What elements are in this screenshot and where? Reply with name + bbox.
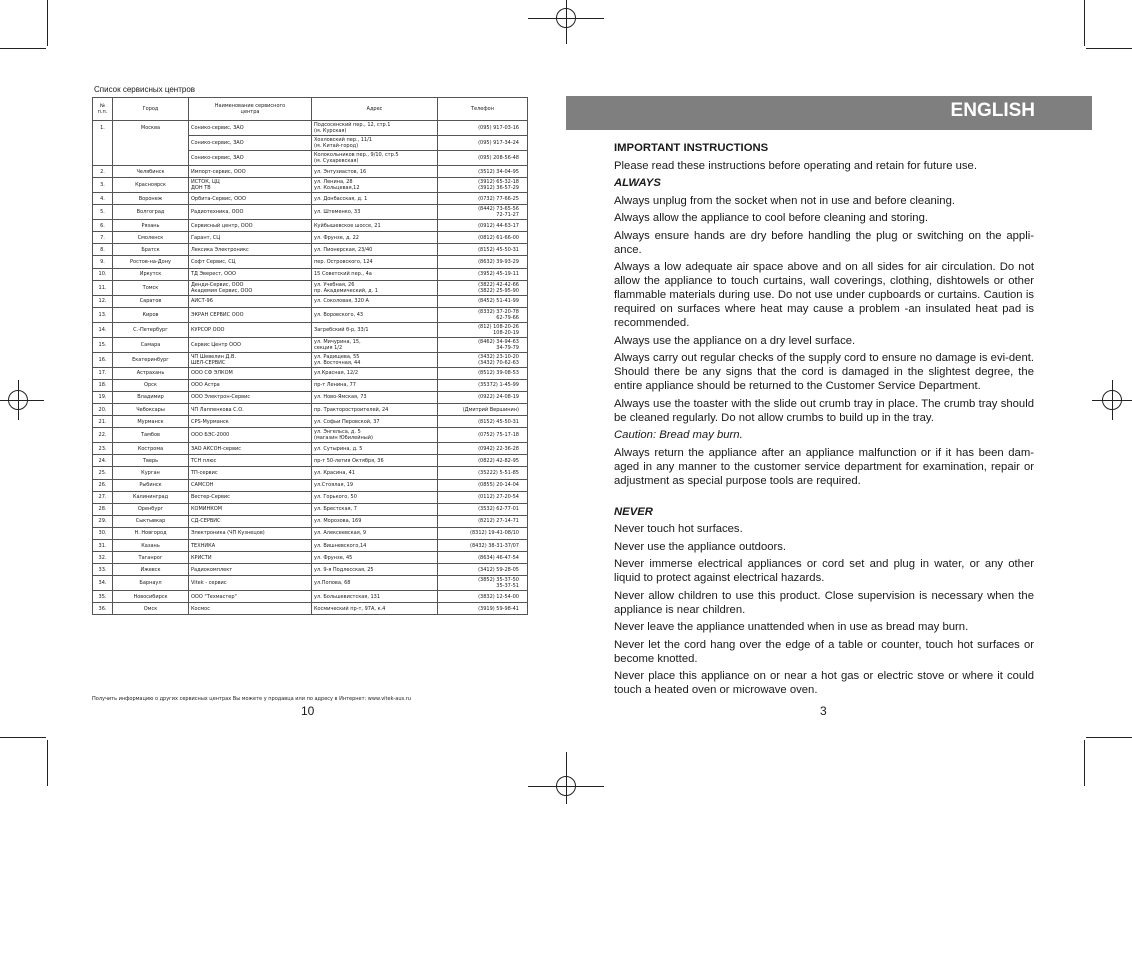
- table-row: [93, 428, 528, 443]
- cell-city: Астрахань: [113, 367, 189, 379]
- cell-number: 15.: [93, 337, 113, 352]
- cell-phone: (8332) 37-20-78 62-79-66: [438, 307, 528, 322]
- cell-city: Казань: [113, 539, 189, 551]
- cell-number: 33.: [93, 564, 113, 576]
- cell-phone: (812) 108-20-26 108-20-19: [438, 322, 528, 337]
- subsection-heading: NEVER: [614, 505, 653, 518]
- cell-city: Екатеринбург: [113, 352, 189, 367]
- table-row: [93, 280, 528, 295]
- crop-mark: [0, 737, 46, 738]
- cell-phone: (3432) 23-10-20 (3432) 70-62-63: [438, 352, 528, 367]
- cell-address: ул. Горького, 50: [312, 491, 438, 503]
- cell-number: 10.: [93, 268, 113, 280]
- table-row: [93, 552, 528, 564]
- cell-city: Таганрог: [113, 552, 189, 564]
- cell-city: Тамбов: [113, 428, 189, 443]
- table-row: [93, 539, 528, 551]
- registration-circle: [1102, 390, 1122, 410]
- cell-center-name: Гарант, СЦ: [189, 232, 312, 244]
- cell-center-name: ЗАО АКСОН-сервис: [189, 443, 312, 455]
- cell-center-name: ООО БЭС-2000: [189, 428, 312, 443]
- cell-city: Н. Новгород: [113, 527, 189, 539]
- table-row: [93, 591, 528, 603]
- cell-city: Иркутск: [113, 268, 189, 280]
- cell-center-name: Сонико-сервис, ЗАО: [189, 136, 312, 151]
- cell-address: ул. 9-я Подлесская, 25: [312, 564, 438, 576]
- header-number: № п.п.: [93, 98, 113, 121]
- cell-address: ул. Вишневского,14: [312, 539, 438, 551]
- table-row: [93, 491, 528, 503]
- cell-number: 20.: [93, 404, 113, 416]
- cell-center-name: ТП-сервис: [189, 467, 312, 479]
- table-row: [93, 322, 528, 337]
- crop-mark: [47, 740, 48, 786]
- cell-address: Хохловский пер., 11/1 (м. Китай-город): [312, 136, 438, 151]
- cell-address: ул. Ново-Ямская, 73: [312, 391, 438, 403]
- table-row: [93, 503, 528, 515]
- cell-phone: (35372) 1-45-99: [438, 379, 528, 391]
- cell-center-name: ТЕХНИКА: [189, 539, 312, 551]
- cell-phone: (0112) 27-20-54: [438, 491, 528, 503]
- cell-city: Смоленск: [113, 232, 189, 244]
- instruction-paragraph: Always return the appliance after an appliance malfunction or if it has been dam-aged in any manner to the customer service department for examination, repair or adjustment as special purpose tools are required.: [614, 446, 1034, 487]
- cell-city: Москва: [113, 121, 189, 166]
- cell-center-name: ООО "Техмастер": [189, 591, 312, 603]
- cell-number: 34.: [93, 576, 113, 591]
- cell-center-name: Софт Сервис, СЦ: [189, 256, 312, 268]
- cell-number: 18.: [93, 379, 113, 391]
- cell-phone: (8512) 39-08-53: [438, 367, 528, 379]
- cell-city: Мурманск: [113, 416, 189, 428]
- cell-number: 5.: [93, 205, 113, 220]
- table-row: [93, 352, 528, 367]
- instruction-paragraph: Caution: Bread may burn.: [614, 429, 743, 441]
- cell-number: 26.: [93, 479, 113, 491]
- cell-city: Калининград: [113, 491, 189, 503]
- cell-center-name: Импорт-сервис, ООО: [189, 166, 312, 178]
- cell-number: 13.: [93, 307, 113, 322]
- cell-phone: (3512) 34-04-95: [438, 166, 528, 178]
- cell-address: ул. Красина, 41: [312, 467, 438, 479]
- crop-mark: [1086, 48, 1132, 49]
- instruction-paragraph: Always allow the appliance to cool before cleaning and storing.: [614, 212, 928, 224]
- cell-number: 25.: [93, 467, 113, 479]
- table-row: [93, 467, 528, 479]
- instruction-paragraph: Please read these instructions before operating and retain for future use.: [614, 159, 977, 172]
- cell-center-name: ЧП Шевелин Д.В. ШЕЛ-СЕРВИС: [189, 352, 312, 367]
- table-row: [93, 232, 528, 244]
- crop-mark: [1084, 0, 1085, 46]
- header-address: Адрес: [312, 98, 438, 121]
- cell-address: ул. Софьи Перовской, 37: [312, 416, 438, 428]
- cell-city: Томск: [113, 280, 189, 295]
- cell-number: 19.: [93, 391, 113, 403]
- cell-address: пр-т Ленина, 77: [312, 379, 438, 391]
- instructions-column: [614, 141, 1034, 701]
- cell-city: Омск: [113, 603, 189, 615]
- cell-center-name: Денди-Сервис, ООО Академия Сервис, ООО: [189, 280, 312, 295]
- cell-number: 29.: [93, 515, 113, 527]
- cell-center-name: ТСН плюс: [189, 455, 312, 467]
- instruction-paragraph: Never immerse electrical appliances or cord set and plug in water, or any other liquid to protect against electrical hazards.: [614, 558, 1034, 584]
- cell-phone: (3952) 45-19-11: [438, 268, 528, 280]
- cell-city: Челябинск: [113, 166, 189, 178]
- cell-number: 11.: [93, 280, 113, 295]
- header-phone: Телефон: [438, 98, 528, 121]
- cell-address: ул. Фрунзе, 45: [312, 552, 438, 564]
- cell-center-name: САМСОН: [189, 479, 312, 491]
- cell-center-name: ЧП Лаппенкова С.О.: [189, 404, 312, 416]
- cell-city: Волгоград: [113, 205, 189, 220]
- cell-address: ул.Красная, 12/2: [312, 367, 438, 379]
- cell-phone: (8152) 45-50-31: [438, 416, 528, 428]
- cell-city: Оренбург: [113, 503, 189, 515]
- language-banner: [566, 96, 1092, 130]
- service-centers-table: [92, 97, 528, 615]
- cell-city: Рязань: [113, 220, 189, 232]
- instruction-paragraph: Never use the appliance outdoors.: [614, 540, 787, 553]
- cell-city: Красноярск: [113, 178, 189, 193]
- cell-city: Курган: [113, 467, 189, 479]
- crop-mark: [1084, 740, 1085, 786]
- cell-address: ул. Учебная, 26 пр. Академический, д. 1: [312, 280, 438, 295]
- header-center-name: Наименование сервисного центра: [189, 98, 312, 121]
- cell-center-name: ТД Эверест, ООО: [189, 268, 312, 280]
- cell-city: Кострома: [113, 443, 189, 455]
- table-row: [93, 367, 528, 379]
- cell-center-name: ИСТОК, ЦЦ ДОН ТВ: [189, 178, 312, 193]
- cell-number: 8.: [93, 244, 113, 256]
- table-row: [93, 178, 528, 193]
- cell-phone: (8152) 45-50-31: [438, 244, 528, 256]
- crop-mark: [1086, 737, 1132, 738]
- cell-phone: (0752) 75-17-18: [438, 428, 528, 443]
- cell-address: ул. Большевистская, 131: [312, 591, 438, 603]
- cell-address: ул. Алексеевская, 9: [312, 527, 438, 539]
- table-row: [93, 193, 528, 205]
- instruction-paragraph: Always unplug from the socket when not in use and before cleaning.: [614, 194, 955, 207]
- cell-address: ул. Радищева, 55 ул. Восточная, 44: [312, 352, 438, 367]
- cell-center-name: КУРСОР ООО: [189, 322, 312, 337]
- cell-city: Владимир: [113, 391, 189, 403]
- cell-address: ул. Фрунзе, д. 22: [312, 232, 438, 244]
- cell-phone: (8462) 34-94-63 34-79-79: [438, 337, 528, 352]
- section-heading: IMPORTANT INSTRUCTIONS: [614, 142, 769, 154]
- cell-phone: (0922) 24-08-19: [438, 391, 528, 403]
- cell-number: 31.: [93, 539, 113, 551]
- cell-number: 7.: [93, 232, 113, 244]
- cell-phone: (3822) 42-42-66 (3822) 25-95-90: [438, 280, 528, 295]
- table-row: [93, 337, 528, 352]
- cell-phone: (0912) 44-63-17: [438, 220, 528, 232]
- cell-number: 17.: [93, 367, 113, 379]
- registration-circle: [8, 390, 28, 410]
- cell-city: Барнаул: [113, 576, 189, 591]
- cell-number: 32.: [93, 552, 113, 564]
- subsection-heading: ALWAYS: [614, 177, 661, 189]
- cell-address: ул. Энтузиастов, 16: [312, 166, 438, 178]
- registration-circle: [556, 8, 576, 28]
- cell-center-name: Сервисный центр, ООО: [189, 220, 312, 232]
- cell-address: Куйбышевское шоссе, 21: [312, 220, 438, 232]
- cell-number: 28.: [93, 503, 113, 515]
- cell-phone: (095) 208-56-48: [438, 151, 528, 166]
- table-row: [93, 268, 528, 280]
- cell-address: Подсосенский пер., 12, стр.1 (м. Курская): [312, 121, 438, 136]
- banner-label: ENGLISH: [950, 100, 1035, 121]
- cell-phone: (0812) 61-66-00: [438, 232, 528, 244]
- header-city: Город: [113, 98, 189, 121]
- instruction-paragraph: Never place this appliance on or near a hot gas or electric stove or where it could touch a heated oven or microwave oven.: [614, 670, 1034, 696]
- cell-number: 4.: [93, 193, 113, 205]
- instruction-paragraph: Always use the toaster with the slide out crumb tray in place. The crumb tray should be cleaned regularly. Do not allow crumbs to build up in the tray.: [614, 397, 1034, 424]
- cell-center-name: Электроника (ЧП Кузнецов): [189, 527, 312, 539]
- cell-center-name: CPS-Мурманск: [189, 416, 312, 428]
- table-row: [93, 479, 528, 491]
- table-row: [93, 256, 528, 268]
- cell-number: 16.: [93, 352, 113, 367]
- table-row: [93, 443, 528, 455]
- cell-phone: (3912) 65-32-18 (3912) 36-57-29: [438, 178, 528, 193]
- cell-city: Ростов-на-Дону: [113, 256, 189, 268]
- cell-city: Воронеж: [113, 193, 189, 205]
- cell-phone: (35222) 5-51-85: [438, 467, 528, 479]
- cell-center-name: Радиокомплект: [189, 564, 312, 576]
- table-row: [93, 455, 528, 467]
- cell-address: пер. Островского, 124: [312, 256, 438, 268]
- cell-address: Космический пр-т, 97А, к.4: [312, 603, 438, 615]
- cell-phone: (0855) 20-14-04: [438, 479, 528, 491]
- cell-phone: (3412) 59-28-05: [438, 564, 528, 576]
- cell-city: Чебоксары: [113, 404, 189, 416]
- cell-address: ул. Воровского, 43: [312, 307, 438, 322]
- table-row: [93, 527, 528, 539]
- cell-phone: (095) 917-34-24: [438, 136, 528, 151]
- instruction-paragraph: Never leave the appliance unattended when in use as bread may burn.: [614, 621, 969, 633]
- cell-center-name: Радиотехника, ООО: [189, 205, 312, 220]
- cell-city: С.-Петербург: [113, 322, 189, 337]
- cell-center-name: Орбита-Сервис, ООО: [189, 193, 312, 205]
- table-row: [93, 515, 528, 527]
- cell-center-name: ООО Электрон-Сервис: [189, 391, 312, 403]
- left-page-number: 10: [301, 704, 315, 718]
- cell-address: ул. Соколовая, 320 А: [312, 295, 438, 307]
- cell-phone: (8212) 27-14-71: [438, 515, 528, 527]
- cell-city: Тверь: [113, 455, 189, 467]
- cell-phone: (0942) 22-36-28: [438, 443, 528, 455]
- instruction-paragraph: Never touch hot surfaces.: [614, 523, 743, 535]
- cell-city: Саратов: [113, 295, 189, 307]
- cell-number: 14.: [93, 322, 113, 337]
- crop-mark: [47, 0, 48, 46]
- cell-center-name: Вестер-Сервис: [189, 491, 312, 503]
- cell-number: 30.: [93, 527, 113, 539]
- cell-center-name: СД-СЕРВИС: [189, 515, 312, 527]
- table-header-row: [93, 98, 528, 121]
- table-row: [93, 121, 528, 136]
- cell-number: 3.: [93, 178, 113, 193]
- cell-phone: (0822) 42-82-95: [438, 455, 528, 467]
- table-row: [93, 576, 528, 591]
- cell-center-name: Космос: [189, 603, 312, 615]
- service-centers-body: [93, 121, 528, 615]
- cell-number: 2.: [93, 166, 113, 178]
- table-row: [93, 603, 528, 615]
- table-row: [93, 220, 528, 232]
- cell-city: Сыктывкар: [113, 515, 189, 527]
- cell-center-name: ООО Астра: [189, 379, 312, 391]
- cell-phone: (3832) 12-54-00: [438, 591, 528, 603]
- cell-number: 23.: [93, 443, 113, 455]
- cell-phone: (Дмитрий Вершинин): [438, 404, 528, 416]
- cell-center-name: ЭКРАН СЕРВИС ООО: [189, 307, 312, 322]
- cell-address: ул. Донбасская, д. 1: [312, 193, 438, 205]
- cell-center-name: ООО СФ ЭЛКОМ: [189, 367, 312, 379]
- cell-center-name: Сонико-сервис, ЗАО: [189, 151, 312, 166]
- cell-city: Новосибирск: [113, 591, 189, 603]
- cell-number: 1.: [93, 121, 113, 166]
- service-centers-title: Список сервисных центров: [94, 85, 196, 94]
- instruction-paragraph: Never let the cord hang over the edge of a table or counter, touch hot surfaces or become knotted.: [614, 638, 1034, 665]
- table-row: [93, 307, 528, 322]
- cell-phone: (0732) 77-66-25: [438, 193, 528, 205]
- cell-number: 35.: [93, 591, 113, 603]
- table-row: [93, 564, 528, 576]
- instruction-paragraph: Always carry out regular checks of the supply cord to ensure no damage is evi-dent. Should there be any signs that the cord is damaged in the slightest degree, the entire appliance should be returned to the Customer Service Department.: [614, 352, 1034, 392]
- cell-number: 24.: [93, 455, 113, 467]
- cell-phone: (095) 917-03-16: [438, 121, 528, 136]
- instruction-paragraph: Always use the appliance on a dry level surface.: [614, 334, 856, 347]
- cell-number: 36.: [93, 603, 113, 615]
- cell-number: 21.: [93, 416, 113, 428]
- cell-phone: (8452) 51-41-99: [438, 295, 528, 307]
- cell-number: 12.: [93, 295, 113, 307]
- cell-city: Братск: [113, 244, 189, 256]
- cell-center-name: Лексика Электроникс: [189, 244, 312, 256]
- cell-address: Загребский б-р, 33/1: [312, 322, 438, 337]
- cell-phone: (8432) 38-31-37/07: [438, 539, 528, 551]
- right-page-number: 3: [820, 704, 827, 718]
- cell-address: Колокольников пер., 9/10, стр.5 (м. Сухаревская): [312, 151, 438, 166]
- cell-phone: (8442) 73-65-56 72-71-27: [438, 205, 528, 220]
- table-row: [93, 205, 528, 220]
- service-footnote: Получить информацию о других сервисных центрах Вы можете у продавца или по адресу в Интернет: www.vitek-aus.ru: [92, 696, 411, 702]
- cell-phone: (8632) 39-93-29: [438, 256, 528, 268]
- cell-number: 22.: [93, 428, 113, 443]
- cell-city: Самара: [113, 337, 189, 352]
- cell-center-name: Vitek - сервис: [189, 576, 312, 591]
- table-row: [93, 416, 528, 428]
- cell-city: Ижевск: [113, 564, 189, 576]
- cell-address: ул. Мичурина, 15, секция 1/2: [312, 337, 438, 352]
- cell-city: Орск: [113, 379, 189, 391]
- cell-number: 9.: [93, 256, 113, 268]
- table-row: [93, 391, 528, 403]
- table-row: [93, 404, 528, 416]
- cell-address: ул. Брестская, 7: [312, 503, 438, 515]
- cell-address: ул. Ленина, 28 ул. Кольцевая,12: [312, 178, 438, 193]
- cell-number: 6.: [93, 220, 113, 232]
- cell-number: 27.: [93, 491, 113, 503]
- cell-center-name: АИСТ-96: [189, 295, 312, 307]
- cell-address: ул. Штеменко, 33: [312, 205, 438, 220]
- table-row: [93, 244, 528, 256]
- cell-city: Киров: [113, 307, 189, 322]
- cell-address: ул. Сутырина, д. 5: [312, 443, 438, 455]
- table-row: [93, 379, 528, 391]
- cell-address: 15 Советский пер., 4а: [312, 268, 438, 280]
- table-row: [93, 166, 528, 178]
- cell-center-name: КОМИНКОМ: [189, 503, 312, 515]
- cell-phone: (8312) 19-41-08/10: [438, 527, 528, 539]
- cell-phone: (3852) 35-37-50 35-37-51: [438, 576, 528, 591]
- instruction-paragraph: Never allow children to use this product. Close supervision is necessary when the appliance is near children.: [614, 589, 1034, 616]
- instruction-paragraph: Always a low adequate air space above and on all sides for air circulation. Do not allow the appliance to touch curtains, wall coverings, clothing, dishtowels or other flammable materials during use. Do not use under cupboards or curtains. Caution is required on surfaces where heat may cause a problem -an insulated heat pad is recommended.: [614, 261, 1034, 329]
- cell-address: ул. Пионерская, 23/40: [312, 244, 438, 256]
- cell-address: ул.Стоялая, 19: [312, 479, 438, 491]
- cell-address: пр. Тракторостроителей, 24: [312, 404, 438, 416]
- cell-city: Рыбинск: [113, 479, 189, 491]
- cell-phone: (3919) 59-98-41: [438, 603, 528, 615]
- cell-address: ул. Морозова, 169: [312, 515, 438, 527]
- instruction-paragraph: Always ensure hands are dry before handling the plug or switching on the appli-ance.: [614, 229, 1034, 256]
- crop-mark: [0, 48, 46, 49]
- cell-address: пр-т 50-летия Октября, 36: [312, 455, 438, 467]
- registration-circle: [556, 776, 576, 796]
- cell-center-name: Сонико-сервис, ЗАО: [189, 121, 312, 136]
- table-row: [93, 295, 528, 307]
- cell-center-name: Сервис Центр ООО: [189, 337, 312, 352]
- cell-phone: (3532) 62-77-01: [438, 503, 528, 515]
- cell-center-name: КРИСТИ: [189, 552, 312, 564]
- cell-address: ул.Попова, 68: [312, 576, 438, 591]
- cell-phone: (8634) 46-47-54: [438, 552, 528, 564]
- cell-address: ул. Энгельса, д. 5 (магазин Юбилейный): [312, 428, 438, 443]
